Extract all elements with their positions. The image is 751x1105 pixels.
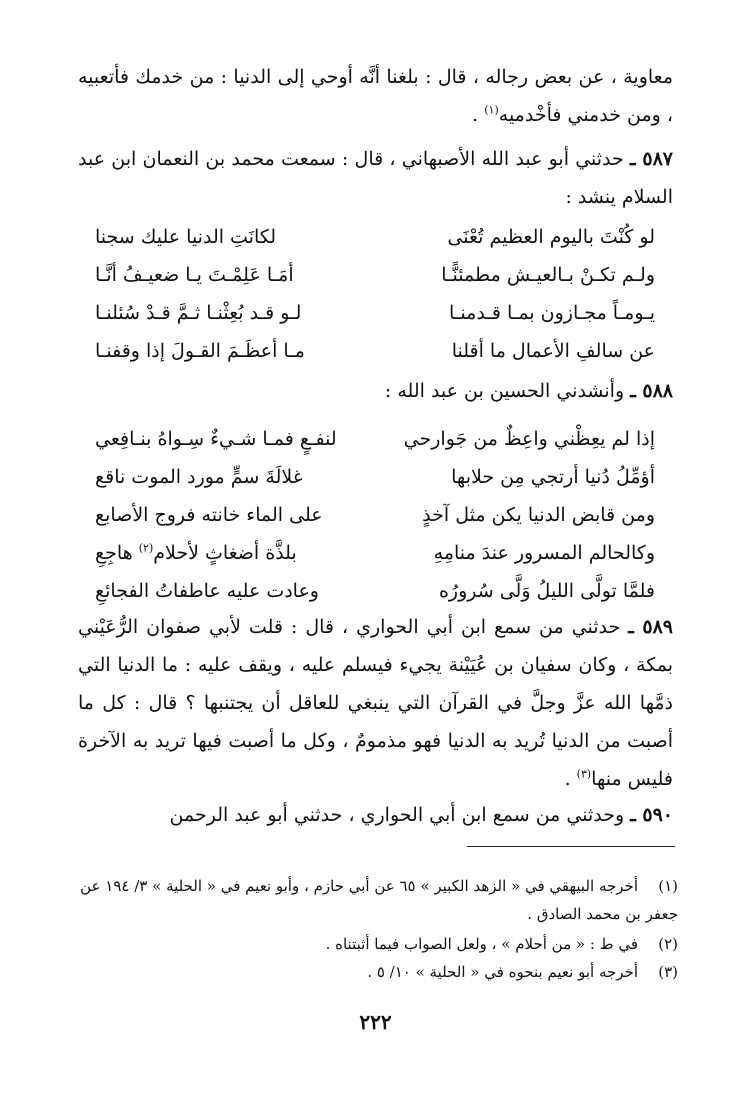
footnote-text: أخرجه أبو نعيم بنحوه في « الحلية » ١٠/ ٥ . (367, 963, 638, 981)
paragraph-587-text: حدثني أبو عبد الله الأصبهاني ، قال : سمعت محمد بن النعمان ابن عبد السلام ينشد : (78, 148, 673, 208)
paragraph-intro-text: معاوية ، عن بعض رجاله ، قال : بلغنا أنَّه أوحي إلى الدنيا : من خدمك فأتعبيه ، ومن خدمني فأخْدميه (78, 66, 673, 126)
verse (95, 256, 655, 294)
paragraph-590-text: وحدثني من سمع ابن أبي الحواري ، حدثني أبو عبد الرحمن (169, 804, 625, 826)
paragraph-588-text: وأنشدني الحسين بن عبد الله : (384, 380, 625, 402)
verse (95, 572, 655, 610)
entry-number-588: ٥٨٨ ـ (630, 380, 673, 402)
page-number: ٢٢٢ (359, 1010, 392, 1034)
footnote-ref-3: (٣) (576, 767, 592, 781)
verse-second-hemistich: غلالَةَ سمٍّ مورد الموت ناقع (95, 466, 303, 488)
poem-1 (95, 218, 655, 370)
verse-first-hemistich: ومن قابض الدنيا يكن مثل آخذٍ (422, 504, 655, 526)
footnote-number: (٣) (658, 963, 678, 981)
verse (95, 496, 655, 534)
verse-first-hemistich: وكالحالم المسرور عندَ منامِهِ (433, 542, 655, 564)
paragraph-589: ٥٨٩ ـ حدثني من سمع ابن أبي الحواري ، قال : قلت لأبي صفوان الرُّعَيْني بمكة ، وكان سفيان بن عُيَيْنة يجيء فيسلم عليه ، ويقف عليه : ما الدنيا التي ذمَّها الله عزَّ وجلَّ في القرآن التي ينبغي للعاقل أن يجتنبها ؟ قال : كل ما أصبت من الدنيا تُريد به الدنيا فهو مذمومٌ ، وكل ما أصبت فيها تريد به الآخرة فليس منها$^{(٣)}$ . (78, 616, 673, 790)
footnote-number: (١) (658, 877, 678, 895)
verse-first-hemistich: إذا لم يعِظْني واعِظٌ من جَوارحي (403, 428, 655, 450)
verse-second-hemistich: لكانَتِ الدنيا عليك سجنا (95, 226, 277, 248)
footnote-number: (٢) (658, 935, 678, 953)
verse-second-hemistich: أمَـا عَلِمْـتَ يـا ضعيـفُ أنَّـا (95, 264, 294, 286)
verse-second-hemistich: لـو قـد بُعِثْنـا ثـمَّ قـدْ سُئلنـا (95, 302, 302, 324)
verse-second-hemistich: مـا أعظَـمَ القـولَ إذا وقفنـا (95, 340, 305, 362)
verse-first-hemistich: عن سالفِ الأعمال ما أقلنا (451, 340, 655, 362)
hemistich-text: بلذَّة أضغاثٍ لأحلام (153, 542, 297, 564)
footnote-divider (467, 846, 675, 847)
paragraph-588 (78, 372, 673, 410)
entry-number-587: ٥٨٧ ـ (630, 148, 673, 170)
hemistich-tail: هاجِعِ (95, 542, 133, 564)
poem-2 (95, 420, 655, 610)
entry-number-590: ٥٩٠ ـ (630, 804, 673, 826)
verse-first-hemistich: ولـم تكـنْ بـالعيـش مطمئنًّـا (441, 264, 655, 286)
verse (95, 218, 655, 256)
paragraph-587 (78, 140, 673, 216)
footnote-2 (78, 930, 678, 958)
verse (95, 420, 655, 458)
verse-first-hemistich: فلمَّا تولَّى الليلُ وَلَّى سُرورُه (438, 580, 655, 602)
verse-first-hemistich: أؤمِّلُ دُنيا أرتجي مِن حلابها (451, 466, 655, 488)
footnote-ref-2: (٢) (138, 541, 154, 555)
verse (95, 458, 655, 496)
verse (95, 294, 655, 332)
verse (95, 534, 655, 572)
footnote-ref-1: (١) (484, 103, 499, 117)
verse-first-hemistich: لو كُنْتَ باليوم العظيم تُعْنَى (447, 226, 655, 248)
verse-first-hemistich: يـومـاً مجـازون بمـا قـدمنـا (449, 302, 655, 324)
paragraph-590 (78, 796, 673, 834)
entry-number-589: ٥٨٩ ـ (628, 616, 673, 638)
footnote-text: أخرجه البيهقي في « الزهد الكبير » ٦٥ عن أبي حازم ، وأبو نعيم في « الحلية » ٣/ ١٩٤ عن جعفر بن محمد الصادق . (80, 877, 678, 923)
paragraph-intro: معاوية ، عن بعض رجاله ، قال : بلغنا أنَّه أوحي إلى الدنيا : من خدمك فأتعبيه ، ومن خدمني فأخْدميه$^{(١)}$ . (78, 66, 673, 126)
verse (95, 332, 655, 370)
footnote-1 (78, 872, 678, 928)
verse-second-hemistich (95, 534, 357, 572)
verse-second-hemistich: وعادت عليه عاطفاتُ الفجائعِ (95, 580, 319, 602)
verse-second-hemistich: لنفـعٍ فمـا شـيءٌ سِـواهُ بنـافِعي (95, 428, 337, 450)
footnote-3 (78, 958, 678, 986)
paragraph-589-text: حدثني من سمع ابن أبي الحواري ، قال : قلت لأبي صفوان الرُّعَيْني بمكة ، وكان سفيان بن عُيَيْنة يجيء فيسلم عليه ، ويقف عليه : ما الدنيا التي ذمَّها الله عزَّ وجلَّ في القرآن التي ينبغي للعاقل أن يجتنبها ؟ قال : كل ما أصبت من الدنيا تُريد به الدنيا فهو مذمومٌ ، وكل ما أصبت فيها تريد به الآخرة فليس منها (78, 616, 673, 790)
verse-second-hemistich: على الماء خانته فروج الأصابع (95, 504, 323, 526)
footnote-text: في ط : « من أحلام » ، ولعل الصواب فيما أثبتناه . (325, 935, 638, 953)
